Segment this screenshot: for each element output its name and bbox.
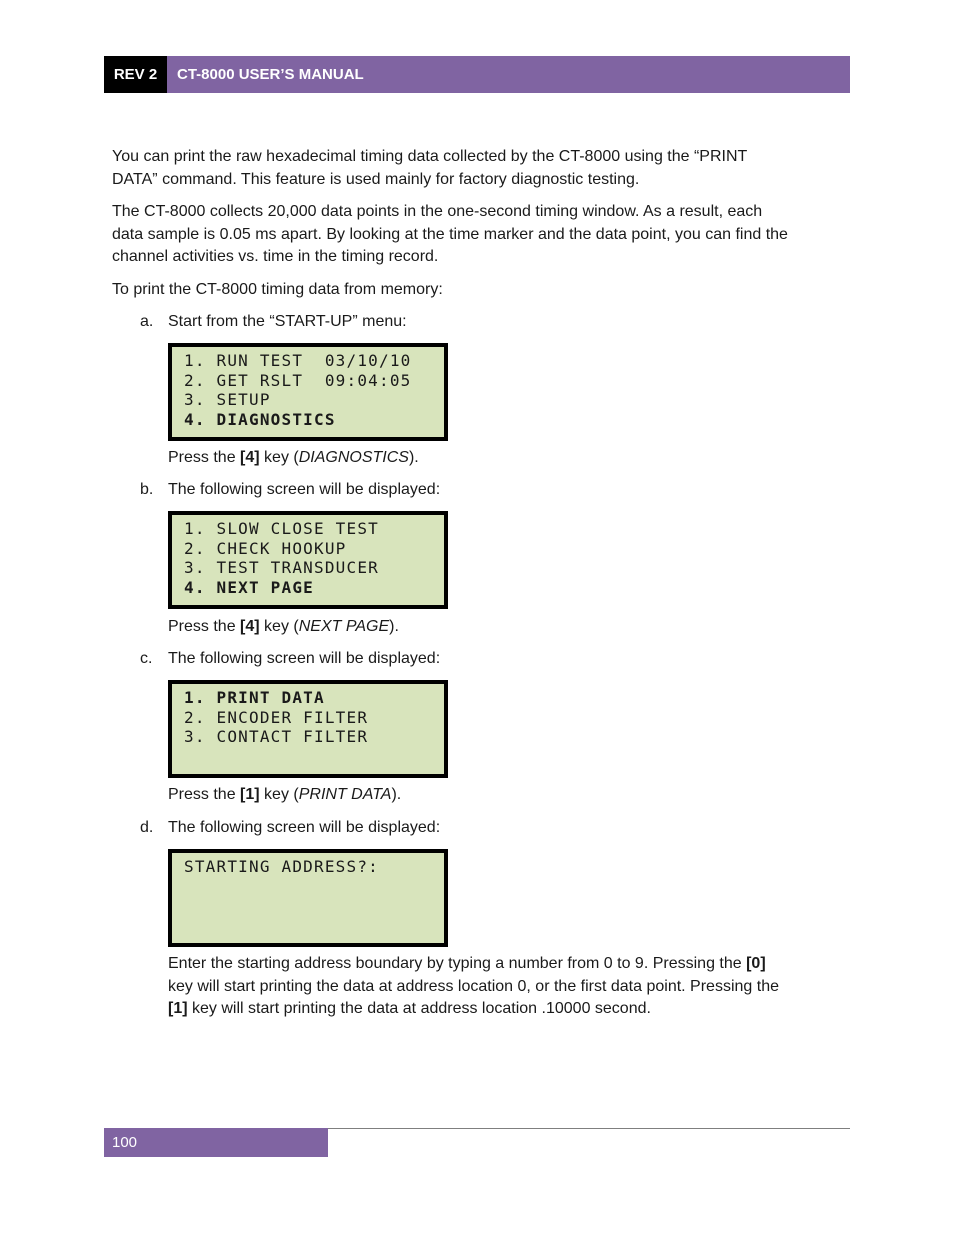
lcd-line: 1. RUN TEST 03/10/10 bbox=[184, 351, 412, 370]
lcd-line: STARTING ADDRESS?: bbox=[184, 857, 379, 876]
lcd-screen-starting-address bbox=[168, 849, 448, 947]
key-label: [4] bbox=[240, 449, 260, 466]
lcd-line: 2. ENCODER FILTER bbox=[184, 707, 369, 727]
text-line: You can print the raw hexadecimal timing data collected by the CT-8000 using the “PRINT bbox=[112, 148, 748, 165]
revision-label: REV 2 bbox=[104, 56, 167, 93]
step-letter: d. bbox=[140, 819, 154, 836]
text: Press the bbox=[168, 618, 241, 635]
menu-name: NEXT PAGE bbox=[298, 618, 390, 635]
lcd-line: 1. SLOW CLOSE TEST bbox=[184, 519, 379, 538]
step-c bbox=[140, 648, 440, 671]
press-instruction-b bbox=[168, 616, 843, 639]
lcd-line: 3. TEST TRANSDUCER bbox=[184, 558, 379, 577]
step-a bbox=[140, 311, 407, 334]
text-line: DATA” command. This feature is used mainly for factory diagnostic testing. bbox=[112, 170, 640, 188]
text-line: channel activities vs. time in the timing record. bbox=[112, 248, 439, 265]
text-line bbox=[168, 998, 843, 1021]
key-label: [4] bbox=[240, 618, 260, 635]
step-text: The following screen will be displayed: bbox=[168, 481, 441, 498]
key-label: [1] bbox=[240, 786, 260, 803]
text: ). bbox=[408, 449, 419, 466]
text-line: data sample is 0.05 ms apart. By looking at the time marker and the data point, you can find the bbox=[112, 225, 788, 243]
lcd-line-selected: 4. DIAGNOSTICS bbox=[184, 409, 336, 429]
text-line: The CT-8000 collects 20,000 data points in the one-second timing window. As a result, each bbox=[112, 203, 763, 220]
page-header bbox=[104, 56, 850, 93]
text-line bbox=[168, 953, 843, 976]
text-line: key will start printing the data at address location 0, or the first data point. Pressing the bbox=[168, 977, 779, 995]
step-text: The following screen will be displayed: bbox=[168, 819, 441, 836]
step-text: Start from the “START-UP” menu: bbox=[168, 313, 407, 330]
key-label: [1] bbox=[168, 1000, 188, 1017]
lcd-line-selected: 4. NEXT PAGE bbox=[184, 577, 314, 597]
text: Press the bbox=[168, 786, 241, 803]
lcd-line bbox=[184, 747, 444, 767]
lcd-line: 2. CHECK HOOKUP bbox=[184, 538, 347, 558]
lcd-screen-next-page bbox=[168, 680, 448, 778]
manual-title: CT-8000 USER’S MANUAL bbox=[177, 66, 364, 83]
lcd-line-selected: 1. PRINT DATA bbox=[184, 688, 325, 707]
step-letter: c. bbox=[140, 650, 153, 667]
press-instruction-a bbox=[168, 447, 843, 470]
step-b bbox=[140, 479, 440, 502]
text: Enter the starting address boundary by typing a number from 0 to 9. Pressing the bbox=[168, 955, 747, 972]
step-text: The following screen will be displayed: bbox=[168, 650, 441, 667]
intro-paragraph-1 bbox=[112, 146, 747, 191]
lcd-line: 2. GET RSLT 09:04:05 bbox=[184, 370, 412, 390]
final-instruction bbox=[168, 953, 843, 1021]
step-letter: b. bbox=[140, 481, 154, 498]
step-letter: a. bbox=[140, 313, 154, 330]
menu-name: PRINT DATA bbox=[298, 786, 392, 803]
menu-name: DIAGNOSTICS bbox=[298, 449, 409, 466]
intro-paragraph-3: To print the CT-8000 timing data from memory: bbox=[112, 281, 443, 298]
key-label: [0] bbox=[746, 955, 766, 972]
text: key will start printing the data at address location .10000 second. bbox=[187, 1000, 651, 1017]
text: key ( bbox=[259, 449, 299, 466]
press-instruction-c bbox=[168, 784, 843, 807]
lcd-screen-startup bbox=[168, 343, 448, 441]
page-number: 100 bbox=[104, 1128, 328, 1157]
lcd-line bbox=[184, 877, 444, 897]
text: ). bbox=[389, 618, 399, 635]
lcd-line: 3. CONTACT FILTER bbox=[184, 727, 369, 746]
lcd-line bbox=[184, 916, 444, 936]
text: key ( bbox=[259, 618, 299, 635]
step-d bbox=[140, 817, 440, 840]
text: Press the bbox=[168, 449, 241, 466]
text: ). bbox=[391, 786, 402, 803]
lcd-screen-diagnostics bbox=[168, 511, 448, 609]
lcd-line: 3. SETUP bbox=[184, 390, 271, 409]
lcd-line bbox=[184, 896, 444, 916]
text: key ( bbox=[259, 786, 299, 803]
intro-paragraph-2 bbox=[112, 201, 788, 269]
